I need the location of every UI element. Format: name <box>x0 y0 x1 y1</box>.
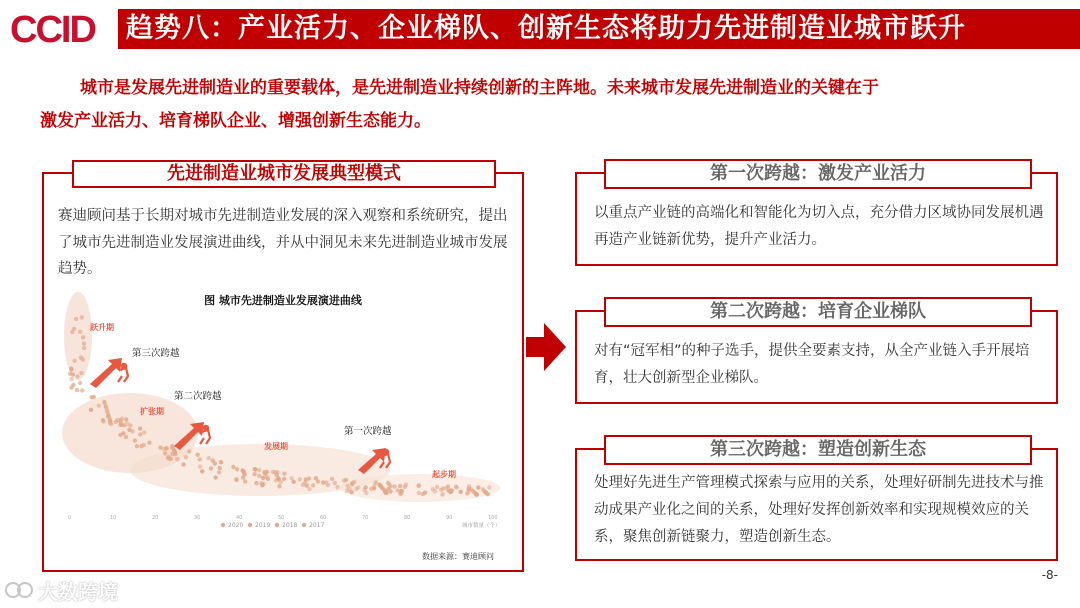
data-point <box>124 417 128 421</box>
data-point <box>347 486 351 490</box>
data-point <box>298 477 302 481</box>
data-point <box>82 341 86 345</box>
data-point <box>356 485 360 489</box>
data-point <box>198 457 202 461</box>
x-tick-label: 10 <box>110 515 117 521</box>
data-point <box>242 470 246 474</box>
data-point <box>68 372 72 376</box>
watermark-text: 大数跨境 <box>38 579 118 604</box>
data-point <box>121 431 125 435</box>
data-point <box>135 444 139 448</box>
data-point <box>335 485 339 489</box>
data-point <box>292 480 296 484</box>
logo-text: CCID <box>10 9 95 51</box>
data-point <box>80 388 84 392</box>
leap-box-3-text: 处理好先进生产管理模式探索与应用的关系，处理好研制先进技术与推动成果产业化之间的关系，处理好发挥创新效率和实现规模效应的关系，聚焦创新链聚力，塑造创新生态。 <box>594 475 1044 545</box>
data-point <box>200 469 204 473</box>
data-point <box>261 482 265 486</box>
data-point <box>89 408 93 412</box>
data-point <box>130 429 134 433</box>
data-point <box>423 490 427 494</box>
data-point <box>350 482 354 486</box>
watermark-logo-icon <box>4 579 34 601</box>
data-point <box>235 467 239 471</box>
svg-text:2018: 2018 <box>282 522 298 529</box>
x-tick-label: 30 <box>194 515 201 521</box>
data-point <box>164 446 168 450</box>
data-point <box>198 465 202 469</box>
data-point <box>417 484 421 488</box>
x-tick-label: 90 <box>446 515 453 521</box>
x-tick-label: 80 <box>404 515 411 521</box>
x-tick-label: 60 <box>320 515 327 521</box>
leap-arrow-3 <box>90 358 128 388</box>
data-point <box>187 449 191 453</box>
leap-label-1: 第一次跨越 <box>344 426 392 437</box>
data-point <box>133 438 137 442</box>
data-point <box>243 479 247 483</box>
data-point <box>147 441 151 445</box>
svg-text:2017: 2017 <box>309 522 325 529</box>
data-point <box>417 491 421 495</box>
data-point <box>372 483 376 487</box>
data-point <box>163 451 167 455</box>
data-point <box>481 487 485 491</box>
right-arrow-icon <box>526 323 566 371</box>
data-point <box>217 470 221 474</box>
data-point <box>72 327 76 331</box>
data-point <box>474 492 478 496</box>
data-point <box>487 485 491 489</box>
data-point <box>214 475 218 479</box>
x-tick-label: 0 <box>68 515 72 521</box>
data-point <box>301 482 305 486</box>
title-bar <box>118 9 1080 49</box>
leap-box-2-heading: 第二次跨越：培育企业梯队 <box>604 297 1032 327</box>
data-point <box>69 367 73 371</box>
data-point <box>170 446 174 450</box>
data-point <box>219 460 223 464</box>
stage-label-leap: 跃升期 <box>90 323 114 332</box>
data-point <box>92 395 96 399</box>
data-point <box>311 483 315 487</box>
data-point <box>209 466 213 470</box>
leap-box-1-heading: 第一次跨越：激发产业活力 <box>604 159 1032 189</box>
data-point <box>181 462 185 466</box>
x-axis-ticks <box>68 515 498 521</box>
leap-box-2-text: 对有“冠军相”的种子选手，提供全要素支持，从全产业链入手开展培育，壮大创新型企业梯队。 <box>594 343 1030 386</box>
data-point <box>389 484 393 488</box>
data-point <box>207 456 211 460</box>
data-point <box>81 335 85 339</box>
data-point <box>446 484 450 488</box>
data-point <box>446 489 450 493</box>
intro-line-2: 激发产业活力、培育梯队企业、增强创新生态能力。 <box>40 111 431 131</box>
leap-box-1-text: 以重点产业链的高端化和智能化为切入点，充分借力区域协同发展机遇再造产业链新优势，提升产业活力。 <box>594 205 1044 248</box>
data-point <box>75 388 79 392</box>
data-point <box>278 480 282 484</box>
chart-title: 图 城市先进制造业发展演进曲线 <box>204 294 362 307</box>
data-point <box>142 430 146 434</box>
model-panel-heading: 先进制造业城市发展典型模式 <box>72 160 496 188</box>
data-point <box>69 385 73 389</box>
page-number: -8- <box>1041 568 1058 582</box>
data-point <box>109 422 113 426</box>
data-point <box>257 468 261 472</box>
data-point <box>69 377 73 381</box>
evolution-chart <box>60 288 506 564</box>
data-point <box>79 371 83 375</box>
stage-label-develop: 发展期 <box>264 442 288 451</box>
evolution-chart-svg <box>60 288 506 564</box>
ccid-logo <box>10 8 116 52</box>
data-point <box>253 467 257 471</box>
data-point <box>467 484 471 488</box>
data-point <box>124 435 128 439</box>
data-point <box>486 492 490 496</box>
data-point <box>138 432 142 436</box>
data-point <box>455 485 459 489</box>
x-tick-label: 70 <box>362 515 369 521</box>
data-point <box>330 477 334 481</box>
data-point <box>476 485 480 489</box>
data-point <box>101 419 105 423</box>
data-point <box>257 474 261 478</box>
watermark <box>4 576 118 604</box>
data-point <box>184 455 188 459</box>
data-point <box>218 466 222 470</box>
data-point <box>380 486 384 490</box>
data-point <box>169 457 173 461</box>
chart-source: 数据来源：赛迪顾问 <box>422 552 494 561</box>
data-point <box>254 481 258 485</box>
data-point <box>459 490 463 494</box>
svg-text:2019: 2019 <box>255 522 271 529</box>
data-point <box>252 472 256 476</box>
data-point <box>81 357 85 361</box>
data-point <box>80 315 84 319</box>
data-point <box>271 470 275 474</box>
data-point <box>173 450 177 454</box>
data-point <box>196 453 200 457</box>
x-tick-label: 50 <box>278 515 285 521</box>
data-point <box>75 374 79 378</box>
x-axis-label: 城市数量（个） <box>462 523 501 529</box>
x-tick-label: 20 <box>152 515 159 521</box>
data-point <box>72 359 76 363</box>
data-point <box>326 483 330 487</box>
data-point <box>82 346 86 350</box>
data-point <box>364 491 368 495</box>
data-point <box>234 478 238 482</box>
page-title: 趋势八：产业活力、企业梯队、创新生态将助力先进制造业城市跃升 <box>126 13 966 44</box>
leap-box-3-heading: 第三次跨越：塑造创新生态 <box>604 435 1032 465</box>
data-point <box>261 476 265 480</box>
data-point <box>78 330 82 334</box>
data-point <box>399 489 403 493</box>
data-point <box>74 317 78 321</box>
data-point <box>441 486 445 490</box>
data-point <box>392 484 396 488</box>
data-point <box>78 381 82 385</box>
data-point <box>128 423 132 427</box>
data-point <box>305 484 309 488</box>
leap-label-3: 第三次跨越 <box>132 348 180 359</box>
data-point <box>97 404 101 408</box>
data-point <box>122 423 126 427</box>
data-point <box>388 489 392 493</box>
stage-label-expand: 扩张期 <box>140 407 164 416</box>
data-point <box>333 481 337 485</box>
data-point <box>363 485 367 489</box>
data-point <box>304 477 308 481</box>
data-point <box>316 479 320 483</box>
x-tick-label: 100 <box>488 515 498 521</box>
data-point <box>404 482 408 486</box>
data-point <box>435 485 439 489</box>
data-point <box>266 477 270 481</box>
data-point <box>120 417 124 421</box>
data-point <box>342 478 346 482</box>
data-point <box>282 472 286 476</box>
chart-legend <box>221 522 325 529</box>
model-panel-description: 赛迪顾问基于长期对城市先进制造业发展的深入观察和系统研究，提出了城市先进制造业发展演进曲线，并从中洞见未来先进制造业城市发展趋势。 <box>58 208 508 277</box>
data-point <box>440 492 444 496</box>
data-point <box>142 443 146 447</box>
intro-line-1: 城市是发展先进制造业的重要载体，是先进制造业持续创新的主阵地。未来城市发展先进制造业的关键在于 <box>80 78 879 98</box>
leap-label-2: 第二次跨越 <box>174 391 222 402</box>
data-point <box>433 489 437 493</box>
stage-label-start: 起步期 <box>432 470 456 479</box>
x-tick-label: 40 <box>236 515 243 521</box>
data-point <box>231 465 235 469</box>
data-point <box>384 491 388 495</box>
svg-text:2020: 2020 <box>228 522 244 529</box>
intro-paragraph <box>40 72 1050 138</box>
data-point <box>211 458 215 462</box>
data-point <box>398 484 402 488</box>
data-point <box>282 477 286 481</box>
data-point <box>277 484 281 488</box>
data-point <box>138 426 142 430</box>
data-point <box>175 457 179 461</box>
